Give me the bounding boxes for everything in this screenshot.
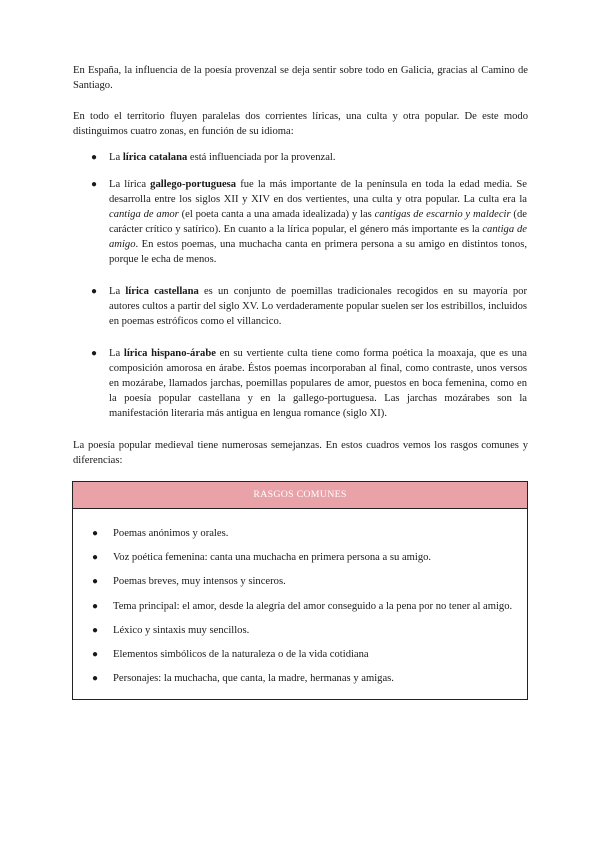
term-hispano-arabe: lírica hispano-árabe xyxy=(123,348,216,359)
intro-paragraph-1: En España, la influencia de la poesía provenzal se deja sentir sobre todo en Galicia, gracias al Camino de Santiago. xyxy=(73,65,528,91)
outro-paragraph: La poesía popular medieval tiene numerosas semejanzas. En estos cuadros vemos los rasgos comunes y diferencias: xyxy=(73,440,528,466)
term-gallego-portuguesa: gallego-portuguesa xyxy=(150,179,237,190)
bullet-icon: ● xyxy=(91,286,98,297)
rasgos-comunes-table: RASGOS COMUNES ● Poemas anónimos y orales. ● Voz poética femenina: canta una muchacha en primera persona a su amigo. ● Poemas breves, muy intensos y sinceros. ● Tema principal: el amor, desde la alegría del amor conseguido a la pena por no tener al amigo. ● Léxico y sintaxis muy sencillos. ● Elementos simbólicos de la naturaleza o de la vida cotidiana ● Personajes: la muchacha, que canta, la madre, hermanas y amigas. xyxy=(72,481,528,700)
bullet-icon: ● xyxy=(92,576,99,587)
table-header: RASGOS COMUNES xyxy=(73,482,527,509)
term-lirica-catalana: lírica catalana xyxy=(122,152,188,163)
term-cantiga-de-amor: cantiga de amor xyxy=(109,209,179,220)
bullet-icon: ● xyxy=(92,528,99,539)
bullet-icon: ● xyxy=(92,601,99,612)
term-lirica-castellana: lírica castellana xyxy=(125,286,199,297)
term-cantiga-de-amigo: cantiga de amigo xyxy=(109,224,527,250)
term-cantigas-escarnio: cantigas de escarnio y maldecir xyxy=(374,209,511,220)
bullet-icon: ● xyxy=(91,152,98,163)
document-page: En España, la influencia de la poesía provenzal se deja sentir sobre todo en Galicia, gracias al Camino de Santiago. En todo el territorio fluyen paralelas dos corrientes líricas, una culta y otra popular. De este modo distinguimos cuatro zonas, en función de su idioma: ● La lírica catalana está influenciada por la provenzal. ● La lírica gallego-portuguesa fue la más importante de la península en toda la edad media. Se desarrolla entre los siglos XII y XIV en dos vertientes, una culta y otra popular. La culta era la cantiga de amor (el poeta canta a una amada idealizada) y las cantigas de escarnio y maldecir (de carácter crítico y satírico). En cuanto a la lírica popular, el género más importante es la cantiga de amigo. En estos poemas, una muchacha canta en primera persona a su amigo en distintos tonos, porque le echa de menos. ● La lírica castellana es un conjunto de poemillas tradicionales recogidos en su mayoría por autores cultos a partir del siglo XV. Lo verdaderamente popular suelen ser los estribillos, incluidos en poemas estróficos como el villancico. ● La lírica hispano-árabe en su vertiente culta tiene como forma poética la moaxaja, que es una composición amorosa en árabe. Éstos poemas incorporaban al final, como contraste, unos versos en mozárabe, llamados jarchas, poemillas populares de amor, puestos en boca femenina, como en la poesía popular castellana y en la gallego-portuguesa. Las jarchas mozárabes son la manifestación literaria más antigua en lengua romance (siglo XI). La poesía popular medieval tiene numerosas semejanzas. En estos cuadros vemos los rasgos comunes y diferencias: RASGOS COMUNES ● Poemas anónimos y orales. ● Voz poética femenina: canta una muchacha en primera persona a su amigo. ● Poemas breves, muy intensos y sinceros. ● Tema principal: el amor, desde la alegría del amor conseguido a la pena por no tener al amigo. ● Léxico y sintaxis muy sencillos. ● Elementos simbólicos de la naturaleza o de la vida cotidiana ● Personajes: la muchacha, que canta, la madre, hermanas y amigas. xyxy=(0,0,600,848)
bullet-icon: ● xyxy=(92,625,99,636)
bullet-icon: ● xyxy=(92,552,99,563)
intro-paragraph-2: En todo el territorio fluyen paralelas dos corrientes líricas, una culta y otra popular. De este modo distinguimos cuatro zonas, en función de su idioma: xyxy=(73,111,528,137)
bullet-icon: ● xyxy=(92,649,99,660)
bullet-icon: ● xyxy=(91,179,98,190)
bullet-icon: ● xyxy=(91,348,98,359)
bullet-icon: ● xyxy=(92,673,99,684)
